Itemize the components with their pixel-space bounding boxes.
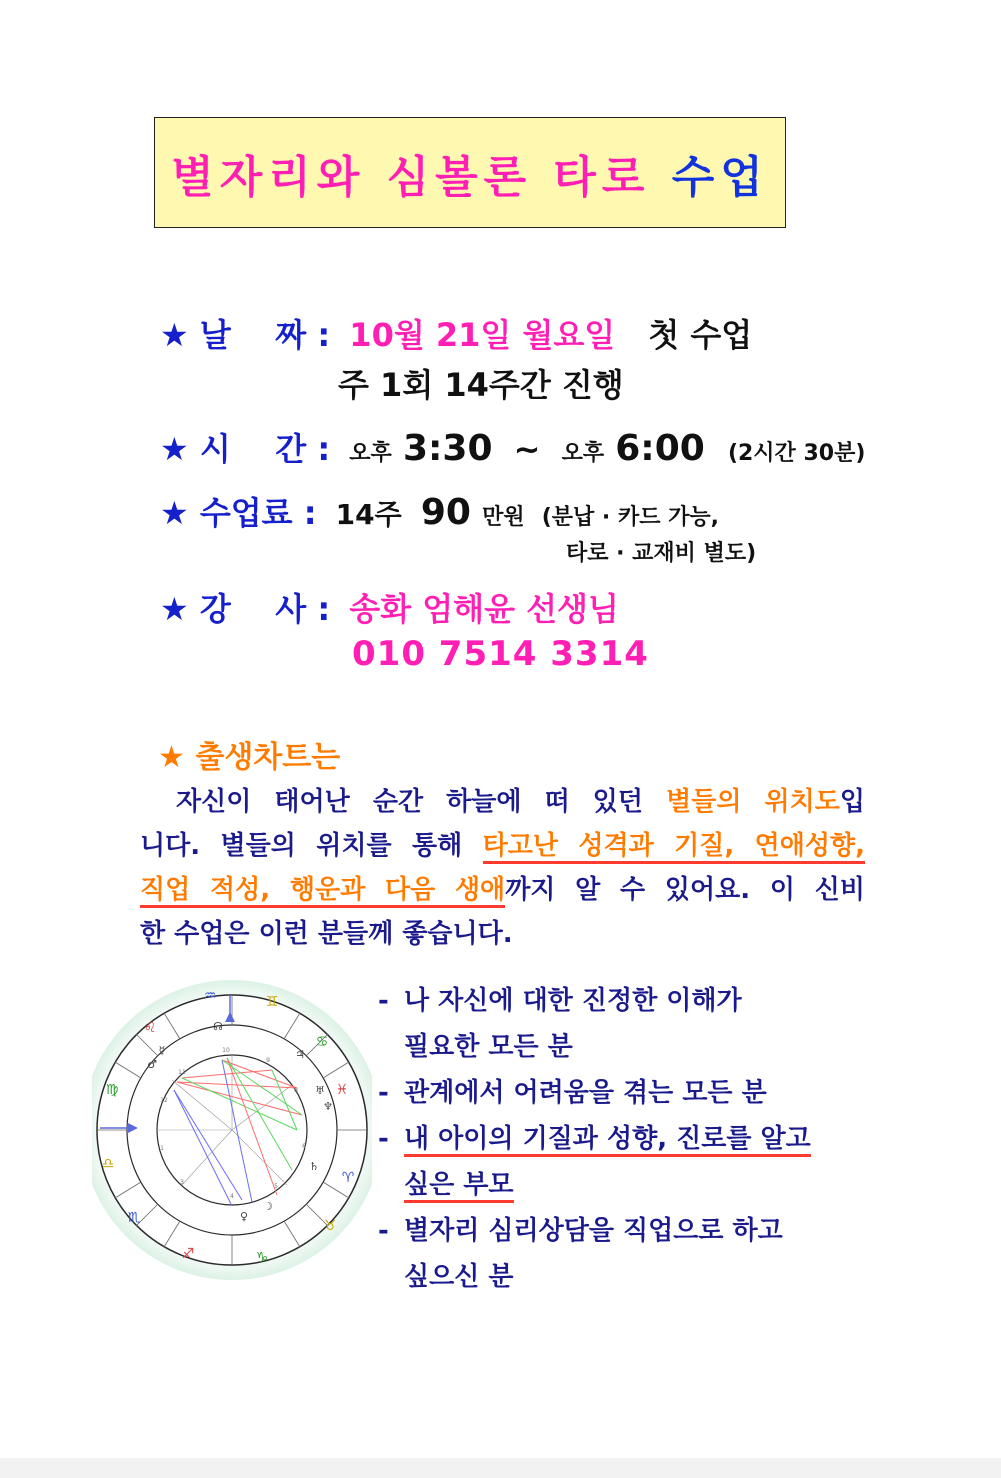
svg-text:♆: ♆ xyxy=(323,1100,333,1113)
list-item xyxy=(378,1208,868,1254)
teacher-phone: 010 7514 3314 xyxy=(352,634,649,674)
svg-text:♑: ♑ xyxy=(255,1250,269,1266)
list-item xyxy=(378,1116,868,1162)
teacher-name: 송화 엄해윤 선생님 xyxy=(349,590,619,628)
bottom-strip xyxy=(0,1458,1001,1478)
svg-text:4: 4 xyxy=(230,1193,234,1200)
page-title xyxy=(171,141,769,205)
svg-text:6: 6 xyxy=(302,1143,306,1150)
list-item-text: 싶은 부모 xyxy=(404,1170,514,1203)
svg-text:♀: ♀ xyxy=(239,1210,249,1223)
bullet-dash: - xyxy=(378,1216,389,1246)
star-icon: ★ xyxy=(160,590,189,628)
svg-text:♌: ♌ xyxy=(143,1020,157,1036)
svg-text:♏: ♏ xyxy=(127,1210,141,1226)
svg-text:5: 5 xyxy=(274,1183,278,1190)
svg-text:♐: ♐ xyxy=(181,1246,195,1262)
time-start: 3:30 xyxy=(402,428,493,469)
svg-text:8: 8 xyxy=(294,1087,298,1094)
date-line2: 주 1회 14주간 진행 xyxy=(338,366,624,404)
section-heading: ★ 출생차트는 xyxy=(158,740,341,775)
svg-text:♋: ♋ xyxy=(315,1034,329,1050)
svg-text:☊: ☊ xyxy=(213,1020,223,1033)
fee-note2: 타로 · 교재비 별도) xyxy=(566,541,757,566)
svg-text:♎: ♎ xyxy=(101,1156,115,1172)
star-icon: ★ xyxy=(160,316,189,354)
para-line-2 xyxy=(140,824,865,868)
list-item-cont: 필요한 모든 분 xyxy=(404,1032,573,1062)
svg-text:12: 12 xyxy=(160,1097,168,1104)
para-highlight: 별들의 위치도 xyxy=(666,787,840,817)
fee-unit: 만원 xyxy=(482,505,525,530)
svg-text:10: 10 xyxy=(222,1047,230,1054)
list-item-text: 관계에서 어려움을 겪는 모든 분 xyxy=(404,1078,767,1108)
para-line-1 xyxy=(140,780,865,824)
svg-text:♃: ♃ xyxy=(295,1048,305,1061)
svg-text:9: 9 xyxy=(266,1057,270,1064)
para-text: 자신이 태어난 순간 하늘에 떠 있던 xyxy=(176,787,667,817)
list-item-cont: 싶으신 분 xyxy=(404,1262,514,1292)
title-main: 별자리와 심볼론 타로 xyxy=(171,151,651,203)
svg-text:♓: ♓ xyxy=(335,1082,349,1098)
svg-text:1: 1 xyxy=(160,1145,164,1152)
para-highlight: 타고난 성격과 기질, 연애성향, xyxy=(483,831,865,864)
svg-text:♅: ♅ xyxy=(315,1084,325,1097)
time-am1: 오후 xyxy=(349,441,392,466)
time-am2: 오후 xyxy=(561,441,605,466)
fee-row xyxy=(160,488,719,534)
svg-text:♍: ♍ xyxy=(105,1082,119,1098)
date-suffix: 첫 수업 xyxy=(648,316,753,354)
list-item-text: 별자리 심리상담을 직업으로 하고 xyxy=(404,1216,783,1246)
fee-label: 수업료 : xyxy=(199,494,317,532)
star-icon: ★ xyxy=(160,494,189,532)
para-text: 니다. 별들의 위치를 통해 xyxy=(140,831,483,861)
para-line-3 xyxy=(140,868,865,912)
date-row xyxy=(160,310,752,356)
title-box xyxy=(154,117,786,228)
svg-text:♄: ♄ xyxy=(309,1160,319,1173)
fee-amount: 90 xyxy=(420,492,471,533)
fee-weeks: 14주 xyxy=(335,498,402,531)
list-item-cont xyxy=(378,1162,868,1208)
para-text: 입 xyxy=(839,787,866,817)
svg-text:♈: ♈ xyxy=(341,1170,355,1186)
time-tilde: ~ xyxy=(513,430,541,468)
date-value: 10월 21일 월요일 xyxy=(349,316,616,354)
title-accent: 수업 xyxy=(671,151,769,203)
birth-chart-illustration xyxy=(92,970,372,1296)
svg-text:♒: ♒ xyxy=(203,988,217,1004)
svg-text:♂: ♂ xyxy=(147,1058,157,1071)
svg-text:☽: ☽ xyxy=(263,1200,273,1213)
time-end: 6:00 xyxy=(615,428,705,469)
list-item-text: 나 자신에 대한 진정한 이해가 xyxy=(404,986,742,1016)
svg-text:♊: ♊ xyxy=(265,994,279,1010)
bullet-dash: - xyxy=(378,986,389,1016)
time-row xyxy=(160,424,865,470)
list-item xyxy=(378,1070,868,1116)
intro-paragraph xyxy=(140,780,865,956)
bullet-dash: - xyxy=(378,1078,389,1108)
teacher-row xyxy=(160,584,619,630)
time-note: (2시간 30분) xyxy=(727,441,866,466)
bullet-dash: - xyxy=(378,1124,389,1154)
teacher-label: 강 사 : xyxy=(199,590,331,628)
date-label: 날 짜 : xyxy=(199,316,331,354)
svg-text:3: 3 xyxy=(180,1179,184,1186)
svg-text:☿: ☿ xyxy=(158,1044,166,1057)
svg-text:♉: ♉ xyxy=(323,1218,337,1234)
time-label: 시 간 : xyxy=(199,430,331,468)
para-text: 까지 알 수 있어요. 이 신비 xyxy=(505,875,865,905)
fee-note1: (분납 · 카드 가능, xyxy=(541,505,719,530)
star-icon: ★ xyxy=(160,430,189,468)
para-highlight: 직업 적성, 행운과 다음 생애 xyxy=(140,875,505,908)
svg-text:11: 11 xyxy=(178,1069,186,1076)
para-line-4: 한 수업은 이런 분들께 좋습니다. xyxy=(140,919,513,949)
list-item-text: 내 아이의 기질과 성향, 진로를 알고 xyxy=(404,1124,811,1157)
target-audience-list xyxy=(378,978,868,1300)
list-item xyxy=(378,978,868,1024)
